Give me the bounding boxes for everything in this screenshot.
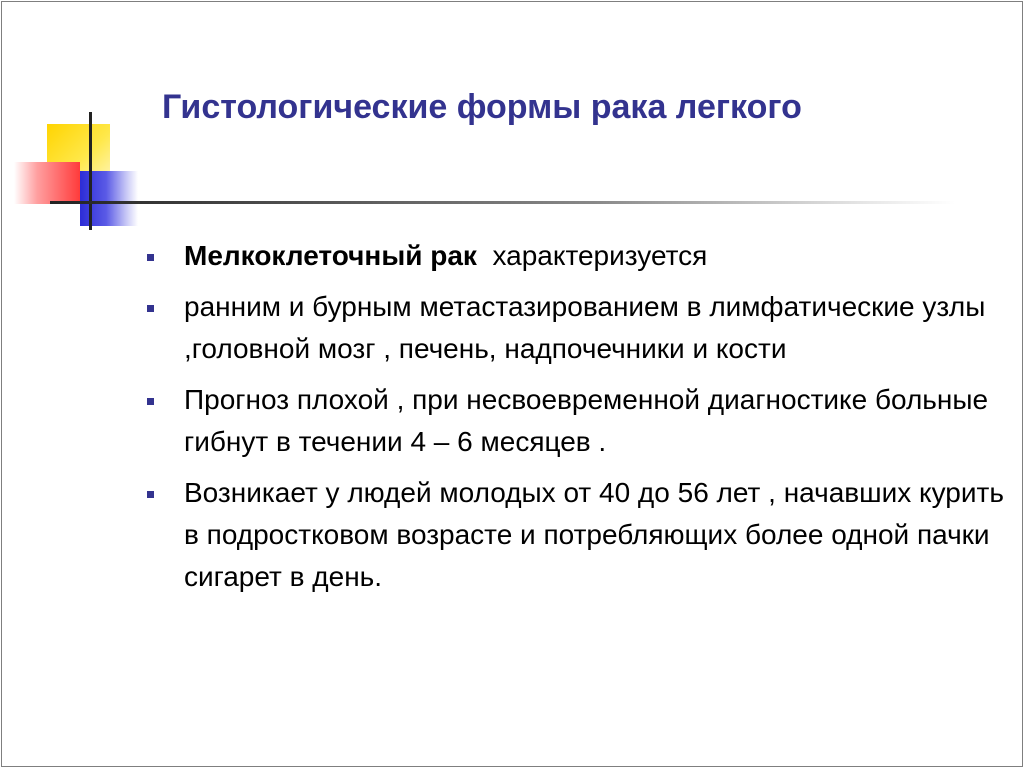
bullet-text: ранним и бурным метастазированием в лимфатические узлы ,головной мозг , печень, надпочечники и кости <box>184 291 986 364</box>
bullet-text: Прогноз плохой , при несвоевременной диагностике больные гибнут в течении 4 – 6 месяцев . <box>184 384 989 457</box>
bullet-list <box>145 235 1005 607</box>
bullet-item <box>145 235 1005 277</box>
bullet-item <box>145 472 1005 598</box>
bullet-text: Возникает у людей молодых от 40 до 56 лет , начавших курить в подростковом возрасте и потребляющих более одной пачки сигарет в день. <box>184 477 1004 592</box>
slide <box>1 1 1023 767</box>
bullet-bold-text: Мелкоклеточный рак <box>184 240 477 271</box>
square-bullet-icon <box>147 398 154 405</box>
decor-vertical-line <box>89 112 92 230</box>
square-bullet-icon <box>147 491 154 498</box>
bullet-item <box>145 379 1005 463</box>
square-bullet-icon <box>147 305 154 312</box>
bullet-item <box>145 286 1005 370</box>
decor-horizontal-line <box>50 201 955 204</box>
slide-title: Гистологические формы рака легкого <box>162 88 802 126</box>
square-bullet-icon <box>147 254 154 261</box>
decor-red-square <box>14 162 80 204</box>
bullet-text: характеризуется <box>476 240 708 271</box>
